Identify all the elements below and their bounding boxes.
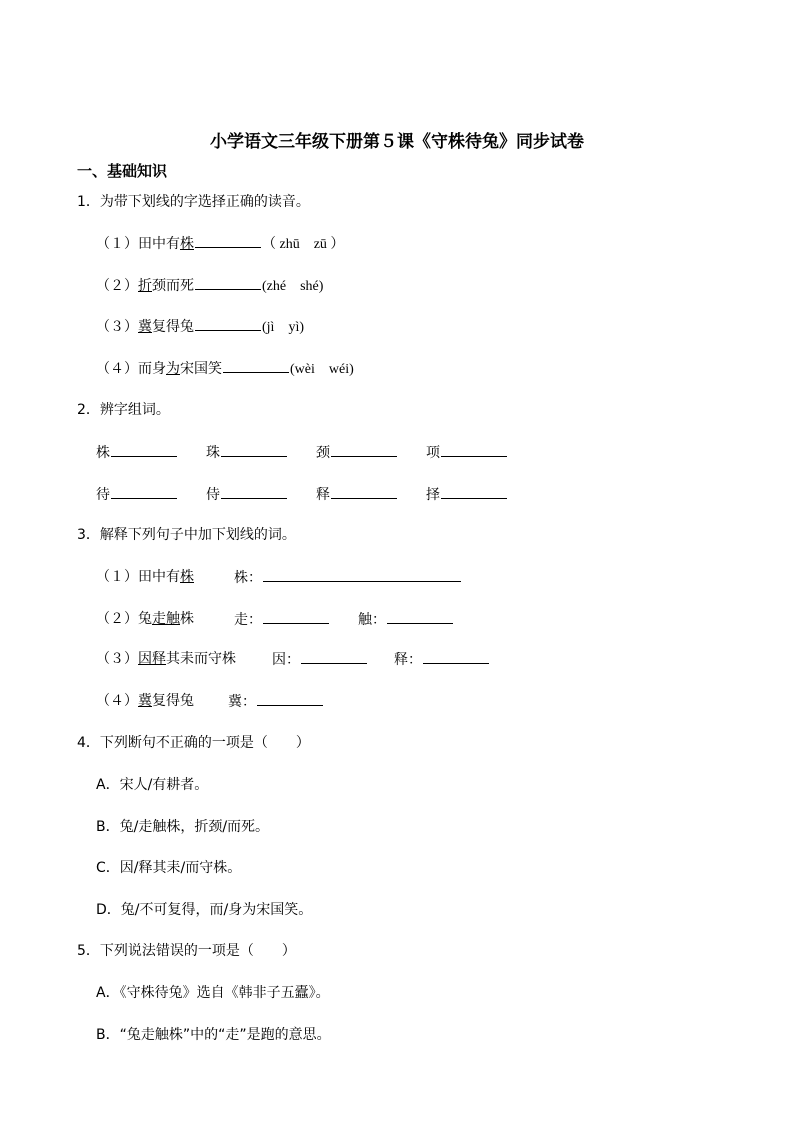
section-heading: 一、基础知识	[77, 162, 168, 180]
definition-label: 株：	[234, 570, 262, 586]
item-number: （３）	[96, 651, 138, 667]
q4-option-b[interactable]: B．兔/走触株，折颈/而死。	[96, 819, 270, 835]
item-number: （１）	[96, 569, 138, 585]
item-number: （２）	[96, 278, 138, 294]
definition-field	[234, 567, 462, 588]
definition-field	[272, 649, 368, 670]
pinyin-options: (wèi wéi)	[290, 362, 354, 377]
answer-blank[interactable]	[263, 609, 329, 624]
q4-option-a[interactable]: A．宋人/有耕者。	[96, 777, 209, 793]
answer-blank[interactable]	[441, 442, 507, 457]
item-text: 颈而死	[152, 278, 194, 294]
answer-blank[interactable]	[263, 567, 461, 582]
definition-field	[358, 609, 454, 630]
answer-blank[interactable]	[195, 233, 261, 248]
definition-label: 冀：	[228, 694, 256, 710]
underlined-word: 因释	[138, 651, 166, 667]
definition-label: 触：	[358, 612, 386, 628]
item-text: 株	[180, 611, 194, 627]
answer-blank[interactable]	[223, 358, 289, 373]
definition-field	[394, 649, 490, 670]
word-group-item	[426, 442, 508, 463]
answer-blank[interactable]	[257, 691, 323, 706]
word-group-item	[316, 442, 398, 463]
underlined-char: 冀	[138, 319, 152, 335]
q4-option-c[interactable]: C．因/释其耒/而守株。	[96, 860, 242, 876]
answer-blank[interactable]	[301, 649, 367, 664]
question-3-stem: 3．解释下列句子中加下划线的词。	[77, 527, 296, 543]
item-number: （２）	[96, 611, 138, 627]
item-number: （４）	[96, 361, 138, 377]
pinyin-options: (zhé shé)	[262, 279, 324, 294]
char: 颈	[316, 445, 330, 461]
question-5-stem: 5．下列说法错误的一项是（ ）	[77, 943, 296, 959]
underlined-char: 折	[138, 278, 152, 294]
char: 择	[426, 487, 440, 503]
definition-label: 走：	[234, 612, 262, 628]
char: 株	[96, 445, 110, 461]
q1-item-3	[96, 316, 304, 338]
answer-blank[interactable]	[195, 316, 261, 331]
char: 释	[316, 487, 330, 503]
answer-blank[interactable]	[221, 442, 287, 457]
char: 侍	[206, 487, 220, 503]
answer-blank[interactable]	[423, 649, 489, 664]
q3-item-3	[96, 649, 236, 669]
q4-option-d[interactable]: D．兔/不可复得，而/身为宋国笑。	[96, 902, 313, 918]
q5-option-b[interactable]: B．“兔走触株”中的“走”是跑的意思。	[96, 1027, 331, 1043]
char: 待	[96, 487, 110, 503]
underlined-word: 走触	[152, 611, 180, 627]
pinyin-options: （ zhū zū ）	[262, 237, 345, 252]
definition-field	[234, 609, 330, 630]
answer-blank[interactable]	[111, 442, 177, 457]
q3-item-2	[96, 609, 194, 629]
underlined-char: 株	[180, 236, 194, 252]
q3-item-4	[96, 691, 194, 711]
q1-item-1	[96, 233, 344, 255]
q5-option-a[interactable]: A．《守株待兔》选自《韩非子五蠹》。	[96, 985, 330, 1001]
item-text: 兔	[138, 611, 152, 627]
word-group-item	[426, 484, 508, 505]
answer-blank[interactable]	[221, 484, 287, 499]
answer-blank[interactable]	[387, 609, 453, 624]
answer-blank[interactable]	[331, 442, 397, 457]
definition-field	[228, 691, 324, 712]
item-number: （３）	[96, 319, 138, 335]
item-text: 宋国笑	[180, 361, 222, 377]
definition-label: 释：	[394, 652, 422, 668]
answer-blank[interactable]	[111, 484, 177, 499]
item-number: （４）	[96, 693, 138, 709]
item-number: （１）	[96, 236, 138, 252]
question-1-stem: 1．为带下划线的字选择正确的读音。	[77, 194, 310, 210]
answer-blank[interactable]	[441, 484, 507, 499]
item-text: 田中有	[138, 236, 180, 252]
definition-label: 因：	[272, 652, 300, 668]
word-group-item	[96, 484, 178, 505]
word-group-item	[206, 484, 288, 505]
item-text: 而身	[138, 361, 166, 377]
q1-item-4	[96, 358, 354, 380]
answer-blank[interactable]	[331, 484, 397, 499]
char: 珠	[206, 445, 220, 461]
item-text: 其耒而守株	[166, 651, 236, 667]
underlined-word: 冀	[138, 693, 152, 709]
char: 项	[426, 445, 440, 461]
pinyin-options: (jì yì)	[262, 320, 304, 335]
question-2-stem: 2．辨字组词。	[77, 402, 170, 418]
page-title: 小学语文三年级下册第５课《守株待兔》同步试卷	[210, 132, 584, 152]
question-4-stem: 4．下列断句不正确的一项是（ ）	[77, 735, 310, 751]
item-text: 田中有	[138, 569, 180, 585]
answer-blank[interactable]	[195, 275, 261, 290]
item-text: 复得兔	[152, 319, 194, 335]
item-text: 复得兔	[152, 693, 194, 709]
word-group-item	[96, 442, 178, 463]
underlined-char: 为	[166, 361, 180, 377]
word-group-item	[316, 484, 398, 505]
q1-item-2	[96, 275, 323, 297]
underlined-word: 株	[180, 569, 194, 585]
word-group-item	[206, 442, 288, 463]
q3-item-1	[96, 567, 194, 587]
